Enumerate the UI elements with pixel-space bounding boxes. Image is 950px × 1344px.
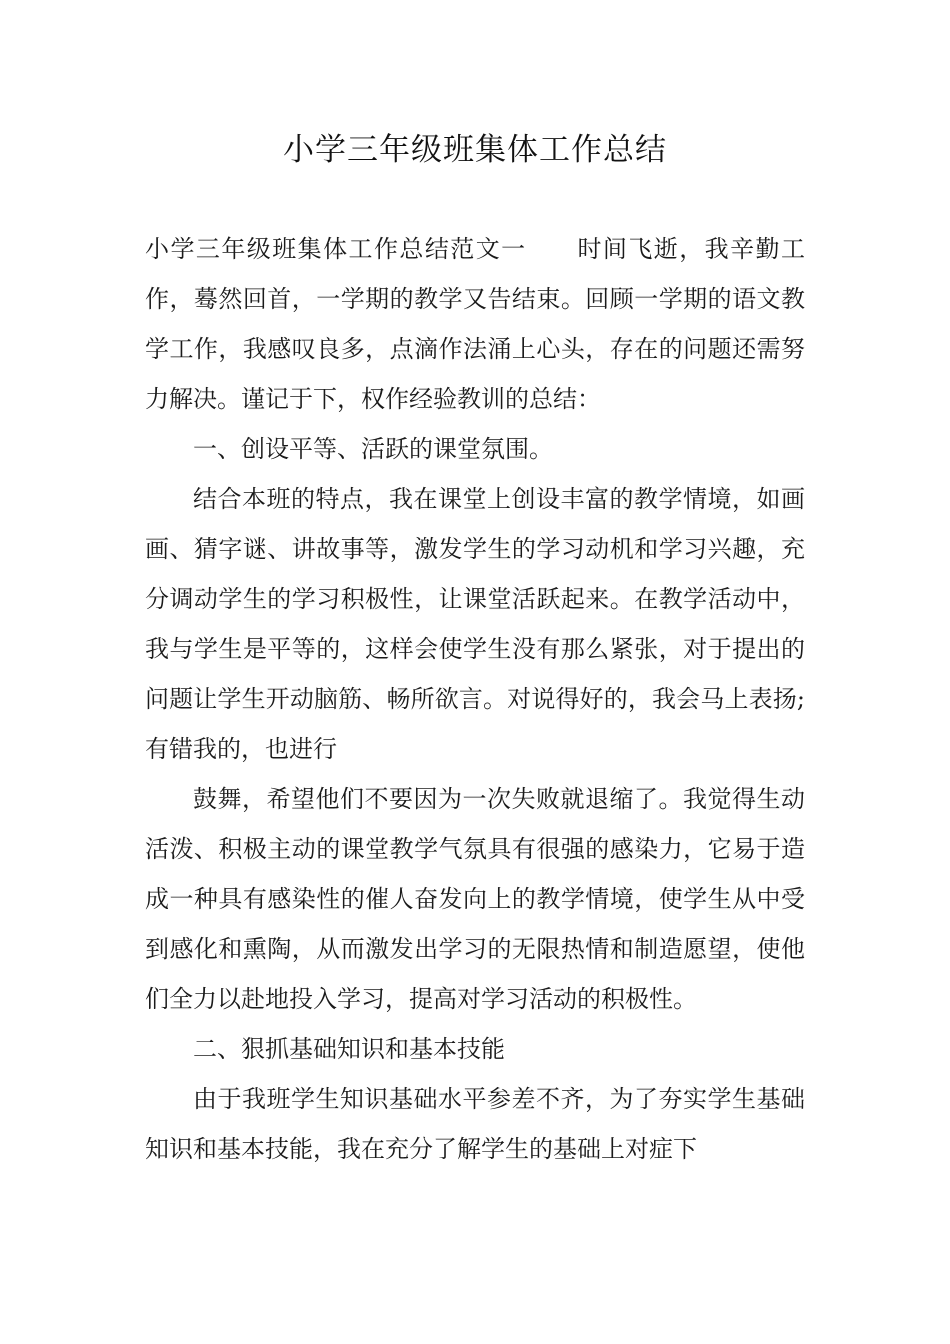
paragraph-section-1b: 鼓舞，希望他们不要因为一次失败就退缩了。我觉得生动活泼、积极主动的课堂教学气氛具有很强的感染力，它易于造成一种具有感染性的催人奋发向上的教学情境，使学生从中受到感化和熏陶，从而激发出学习的无限热情和制造愿望，使他们全力以赴地投入学习，提高对学习活动的积极性。 [145,785,805,1013]
section-heading-2: 二、狠抓基础知识和基本技能 [193,1035,505,1063]
document-title: 小学三年级班集体工作总结 [283,132,667,168]
document-body [145,224,805,1174]
paragraph-section-2a: 由于我班学生知识基础水平参差不齐，为了夯实学生基础知识和基本技能，我在充分了解学生的基础上对症下 [145,1085,805,1163]
section-heading-1: 一、创设平等、活跃的课堂氛围。 [193,435,553,463]
paragraph-section-1a: 结合本班的特点，我在课堂上创设丰富的教学情境，如画画、猜字谜、讲故事等，激发学生的学习动机和学习兴趣，充分调动学生的学习积极性，让课堂活跃起来。在教学活动中，我与学生是平等的，这样会使学生没有那么紧张，对于提出的问题让学生开动脑筋、畅所欲言。对说得好的，我会马上表扬;有错我的，也进行 [145,485,805,763]
paragraph-intro: 小学三年级班集体工作总结范文一 时间飞逝，我辛勤工作，蓦然回首，一学期的教学又告结束。回顾一学期的语文教学工作，我感叹良多，点滴作法涌上心头，存在的问题还需努力解决。谨记于下，权作经验教训的总结： [145,235,805,413]
